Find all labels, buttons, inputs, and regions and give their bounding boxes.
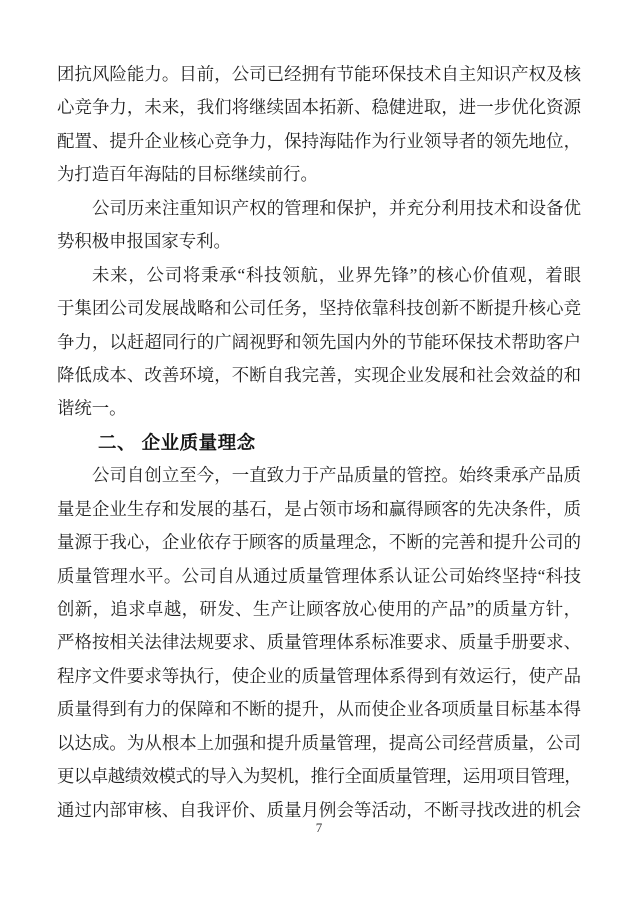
text-line: 以达成。为从根本上加强和提升质量管理，提高公司经营质量，公司 <box>57 732 581 753</box>
paragraph <box>57 58 581 192</box>
text-line: 质量得到有力的保障和不断的提升，从而使企业各项质量目标基本得 <box>57 699 581 720</box>
text-line: 势积极申报国家专利。 <box>57 231 231 252</box>
text-line: 心竞争力，未来，我们将继续固本拓新、稳健进取，进一步优化资源 <box>57 97 581 118</box>
text-line: 谐统一。 <box>57 398 127 419</box>
text-line: 公司历来注重知识产权的管理和保护，并充分利用技术和设备优 <box>92 197 581 218</box>
text-line: 量是企业生存和发展的基石，是占领市场和赢得顾客的先决条件，质 <box>57 498 581 519</box>
text-line: 于集团公司发展战略和公司任务，坚持依靠科技创新不断提升核心竞 <box>57 298 581 319</box>
text-line: 团抗风险能力。目前，公司已经拥有节能环保技术自主知识产权及核 <box>57 64 581 84</box>
text-line: 未来，公司将秉承“科技领航，业界先锋”的核心价值观，着眼 <box>92 264 581 285</box>
text-line: 严格按相关法律法规要求、质量管理体系标准要求、质量手册要求、 <box>57 632 581 653</box>
text-line: 降低成本、改善环境，不断自我完善，实现企业发展和社会效益的和 <box>57 364 581 385</box>
text-line: 量源于我心，企业依存于顾客的质量理念，不断的完善和提升公司的 <box>57 532 581 553</box>
text-column <box>57 58 581 827</box>
paragraph <box>57 192 581 259</box>
section-heading: 二、 企业质量理念 <box>98 431 256 453</box>
text-line: 为打造百年海陆的目标继续前行。 <box>57 164 318 185</box>
text-line: 质量管理水平。公司自从通过质量管理体系认证公司始终坚持“科技 <box>57 565 581 586</box>
paragraph <box>57 459 581 827</box>
text-line: 争力，以赶超同行的广阔视野和领先国内外的节能环保技术帮助客户 <box>57 331 581 352</box>
text-line: 程序文件要求等执行，使企业的质量管理体系得到有效运行，使产品 <box>57 665 581 686</box>
text-line: 创新，追求卓越，研发、生产让顾客放心使用的产品”的质量方针， <box>57 599 581 619</box>
paragraph <box>57 259 581 426</box>
text-line: 配置、提升企业核心竞争力，保持海陆作为行业领导者的领先地位， <box>57 130 581 151</box>
page-number: 7 <box>315 820 323 835</box>
text-line: 通过内部审核、自我评价、质量月例会等活动，不断寻找改进的机会 <box>57 799 581 820</box>
text-line: 公司自创立至今，一直致力于产品质量的管控。始终秉承产品质 <box>92 465 581 486</box>
text-line: 更以卓越绩效模式的导入为契机，推行全面质量管理，运用项目管理， <box>57 766 582 787</box>
